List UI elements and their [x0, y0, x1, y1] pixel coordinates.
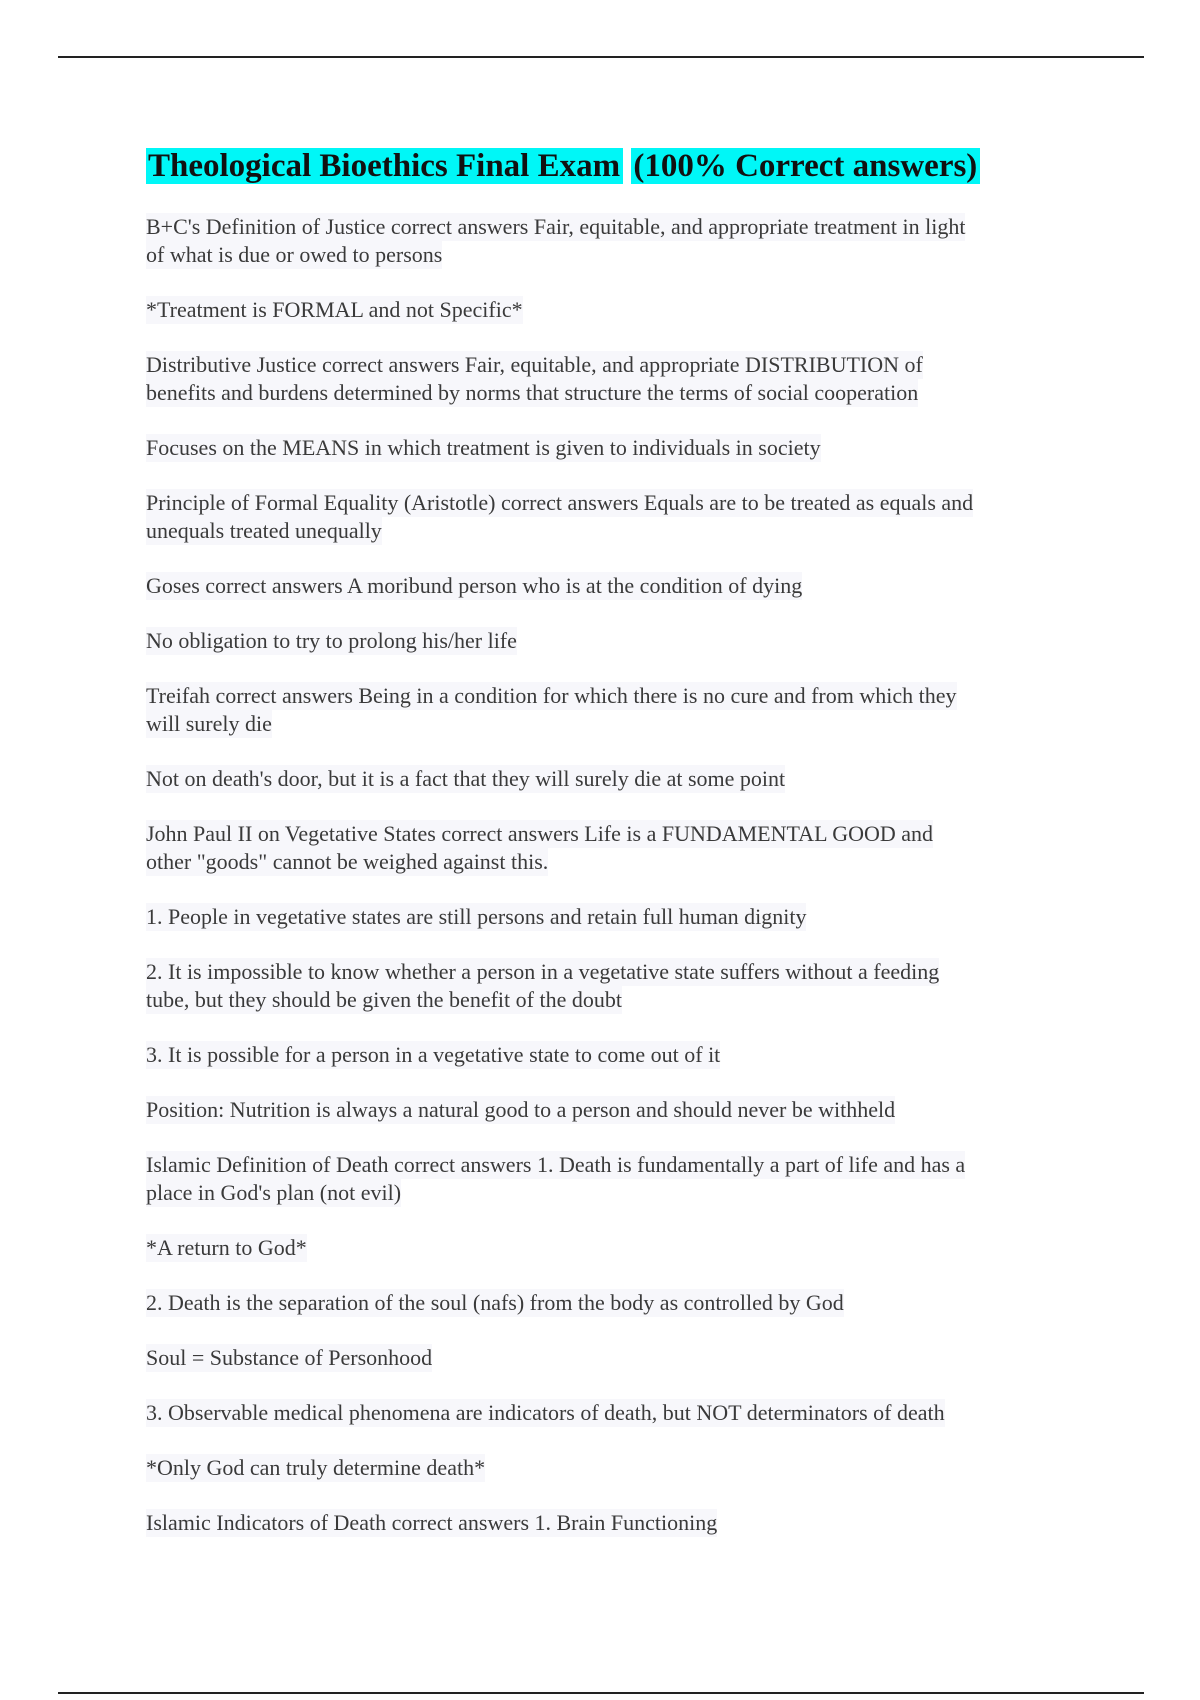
qa-entries — [146, 213, 1066, 1537]
entry-line: other "goods" cannot be weighed against this. — [146, 849, 549, 874]
document-title — [146, 144, 1066, 188]
qa-entry — [146, 1509, 1066, 1537]
qa-entry — [146, 351, 1066, 407]
qa-entry — [146, 1344, 1066, 1372]
qa-entry — [146, 1234, 1066, 1262]
qa-entry — [146, 682, 1066, 738]
entry-line: *A return to God* — [146, 1235, 307, 1260]
entry-line: benefits and burdens determined by norms that structure the terms of social cooperation — [146, 380, 919, 405]
qa-entry — [146, 765, 1066, 793]
entry-line: 3. It is possible for a person in a vegetative state to come out of it — [146, 1042, 721, 1067]
entry-line: Treifah correct answers Being in a condition for which there is no cure and from which they — [146, 683, 957, 708]
entry-line: John Paul II on Vegetative States correct answers Life is a FUNDAMENTAL GOOD and — [146, 821, 934, 846]
qa-entry — [146, 958, 1066, 1014]
qa-entry — [146, 572, 1066, 600]
entry-line: of what is due or owed to persons — [146, 242, 443, 267]
entry-line: 2. It is impossible to know whether a person in a vegetative state suffers without a feeding — [146, 959, 940, 984]
qa-entry — [146, 1096, 1066, 1124]
entry-line: tube, but they should be given the benefit of the doubt — [146, 987, 622, 1012]
entry-line: Islamic Definition of Death correct answers 1. Death is fundamentally a part of life and has a — [146, 1152, 966, 1177]
entry-line: 2. Death is the separation of the soul (nafs) from the body as controlled by God — [146, 1290, 844, 1315]
document-body — [146, 144, 1066, 1564]
qa-entry — [146, 1399, 1066, 1427]
entry-line: *Treatment is FORMAL and not Specific* — [146, 297, 523, 322]
qa-entry — [146, 1289, 1066, 1317]
entry-line: Distributive Justice correct answers Fair, equitable, and appropriate DISTRIBUTION of — [146, 352, 923, 377]
title-highlight-part2: (100% Correct answers) — [631, 148, 980, 184]
bottom-rule — [58, 1692, 1144, 1694]
entry-line: B+C's Definition of Justice correct answers Fair, equitable, and appropriate treatment in light — [146, 214, 966, 239]
entry-line: Not on death's door, but it is a fact that they will surely die at some point — [146, 766, 786, 791]
entry-line: place in God's plan (not evil) — [146, 1180, 402, 1205]
qa-entry — [146, 1041, 1066, 1069]
qa-entry — [146, 627, 1066, 655]
entry-line: 1. People in vegetative states are still persons and retain full human dignity — [146, 904, 807, 929]
entry-line: No obligation to try to prolong his/her life — [146, 628, 517, 653]
qa-entry — [146, 434, 1066, 462]
entry-line: Focuses on the MEANS in which treatment is given to individuals in society — [146, 435, 821, 460]
qa-entry — [146, 820, 1066, 876]
entry-line: Soul = Substance of Personhood — [146, 1345, 433, 1370]
entry-line: Goses correct answers A moribund person who is at the condition of dying — [146, 573, 803, 598]
qa-entry — [146, 1454, 1066, 1482]
entry-line: Islamic Indicators of Death correct answers 1. Brain Functioning — [146, 1510, 718, 1535]
top-rule — [58, 56, 1144, 58]
qa-entry — [146, 903, 1066, 931]
entry-line: Position: Nutrition is always a natural good to a person and should never be withheld — [146, 1097, 896, 1122]
title-highlight-part1: Theological Bioethics Final Exam — [146, 148, 623, 184]
entry-line: will surely die — [146, 711, 272, 736]
entry-line: 3. Observable medical phenomena are indicators of death, but NOT determinators of death — [146, 1400, 945, 1425]
qa-entry — [146, 213, 1066, 269]
entry-line: unequals treated unequally — [146, 518, 382, 543]
qa-entry — [146, 1151, 1066, 1207]
entry-line: Principle of Formal Equality (Aristotle) correct answers Equals are to be treated as equals and — [146, 490, 974, 515]
qa-entry — [146, 296, 1066, 324]
entry-line: *Only God can truly determine death* — [146, 1455, 486, 1480]
qa-entry — [146, 489, 1066, 545]
